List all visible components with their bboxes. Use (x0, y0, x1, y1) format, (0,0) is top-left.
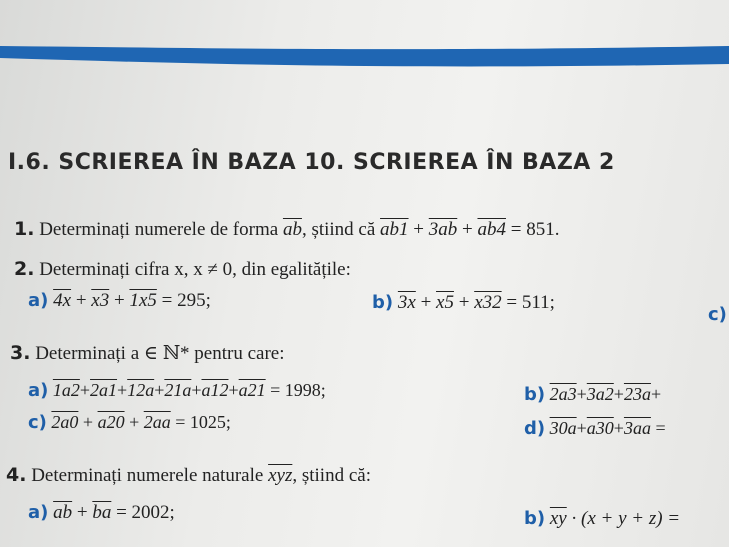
overline-number: $\overline{ab}$ (53, 502, 73, 523)
overline-number: ab1 (380, 219, 409, 240)
subpoint-label: b) (524, 508, 546, 529)
exercise-3d: d) 30a+a30+3aa = (524, 418, 666, 439)
overline-number: 23a (623, 384, 651, 404)
exercise-2c (708, 304, 727, 326)
overline-number: x32 (474, 292, 502, 313)
overline-number: 12a (127, 380, 155, 400)
subpoint-label: a) (28, 290, 49, 311)
exercise-4b (524, 508, 680, 530)
decorative-blue-stripe (0, 18, 729, 78)
overline-number: 3a2 (586, 384, 614, 404)
equation-result: = 1998; (270, 380, 326, 400)
overline-number: x5 (436, 292, 454, 313)
exercise-text: Determinați a ∈ ℕ* pentru care: (35, 343, 285, 364)
exercise-4a: a) $\overline{ab} + \overline{ba} = 2002$; (28, 502, 175, 523)
overline-number: 1x5 (129, 290, 157, 311)
overline-number: a30 (586, 418, 614, 438)
exercise-3 (10, 342, 285, 365)
overline-number: $\overline{ba}$ (92, 502, 112, 523)
overline-number: $\overline{xyz}$ (268, 465, 293, 486)
exercise-number: 4. (6, 464, 27, 486)
exercise-number: 3. (10, 342, 31, 364)
overline-number: 2aa (143, 412, 171, 432)
subpoint-label: d) (524, 418, 546, 439)
overline-number: a21 (238, 380, 266, 400)
exercise-2b: b) 3x + x5 + x32 = 511; (372, 292, 555, 313)
overline-number: 3ab (428, 219, 458, 240)
overline-number: 2a0 (51, 412, 79, 432)
overline-number: ab4 (477, 219, 506, 240)
overline-number: 4x (53, 290, 72, 311)
exercise-number: 1. (14, 218, 35, 240)
exercise-2 (14, 258, 351, 281)
overline-number: $\overline{xy}$ (549, 508, 567, 529)
exercise-3b: b) 2a3+3a2+23a+ (524, 384, 662, 405)
overline-number: 21a (164, 380, 192, 400)
equation-result: = 295; (161, 290, 211, 311)
subpoint-label: a) (28, 380, 49, 401)
overline-number: 2a3 (549, 384, 577, 404)
subpoint-label: a) (28, 502, 49, 523)
overline-number: a12 (201, 380, 229, 400)
overline-number: 3aa (623, 418, 651, 438)
overline-number: x3 (91, 290, 110, 311)
section-heading: I.6. SCRIEREA ÎN BAZA 10. SCRIEREA ÎN BAZA 2 (8, 150, 615, 175)
equation-tail: = (655, 418, 666, 438)
exercise-4 (6, 464, 371, 487)
equation-result: = 1025; (175, 412, 231, 432)
exercise-text: Determinați numerele naturale (31, 465, 264, 486)
overline-number: a20 (97, 412, 125, 432)
subpoint-label: b) (524, 384, 546, 405)
subpoint-label: b) (372, 292, 394, 313)
overline-number: 30a (549, 418, 577, 438)
exercise-text: Determinați numerele de forma (39, 219, 279, 240)
equation-result: = 851. (510, 219, 560, 240)
exercise-number: 2. (14, 258, 35, 280)
overline-number: 1a2 (52, 380, 80, 400)
subpoint-label: c) (708, 304, 727, 325)
exercise-text: , știind că: (292, 465, 371, 486)
exercise-3a: a) 1a2+2a1+12a+21a+a12+a21 = 1998; (28, 380, 326, 401)
exercise-1: 1. Determinați numerele de forma $\overline{ab}$, știind că ab1 + 3ab + ab4 = 851. (14, 218, 560, 240)
overline-number: 2a1 (90, 380, 118, 400)
subpoint-label: c) (28, 412, 47, 433)
exercise-2a: a) 4x + x3 + 1x5 = 295; (28, 290, 211, 311)
overline-number: $\overline{ab}$ (282, 219, 302, 240)
overline-number: 3x (397, 292, 416, 313)
equation-result: = 511; (506, 292, 555, 313)
equation-result: = 2002; (116, 502, 175, 523)
exercise-3c: c) 2a0 + a20 + 2aa = 1025; (28, 412, 231, 433)
equation-tail: · (x + y + z) = (571, 508, 681, 529)
exercise-text: , știind că (301, 219, 376, 240)
equation-tail: + (650, 384, 662, 404)
exercise-text: Determinați cifra x, x ≠ 0, din egalitățile: (39, 259, 351, 280)
